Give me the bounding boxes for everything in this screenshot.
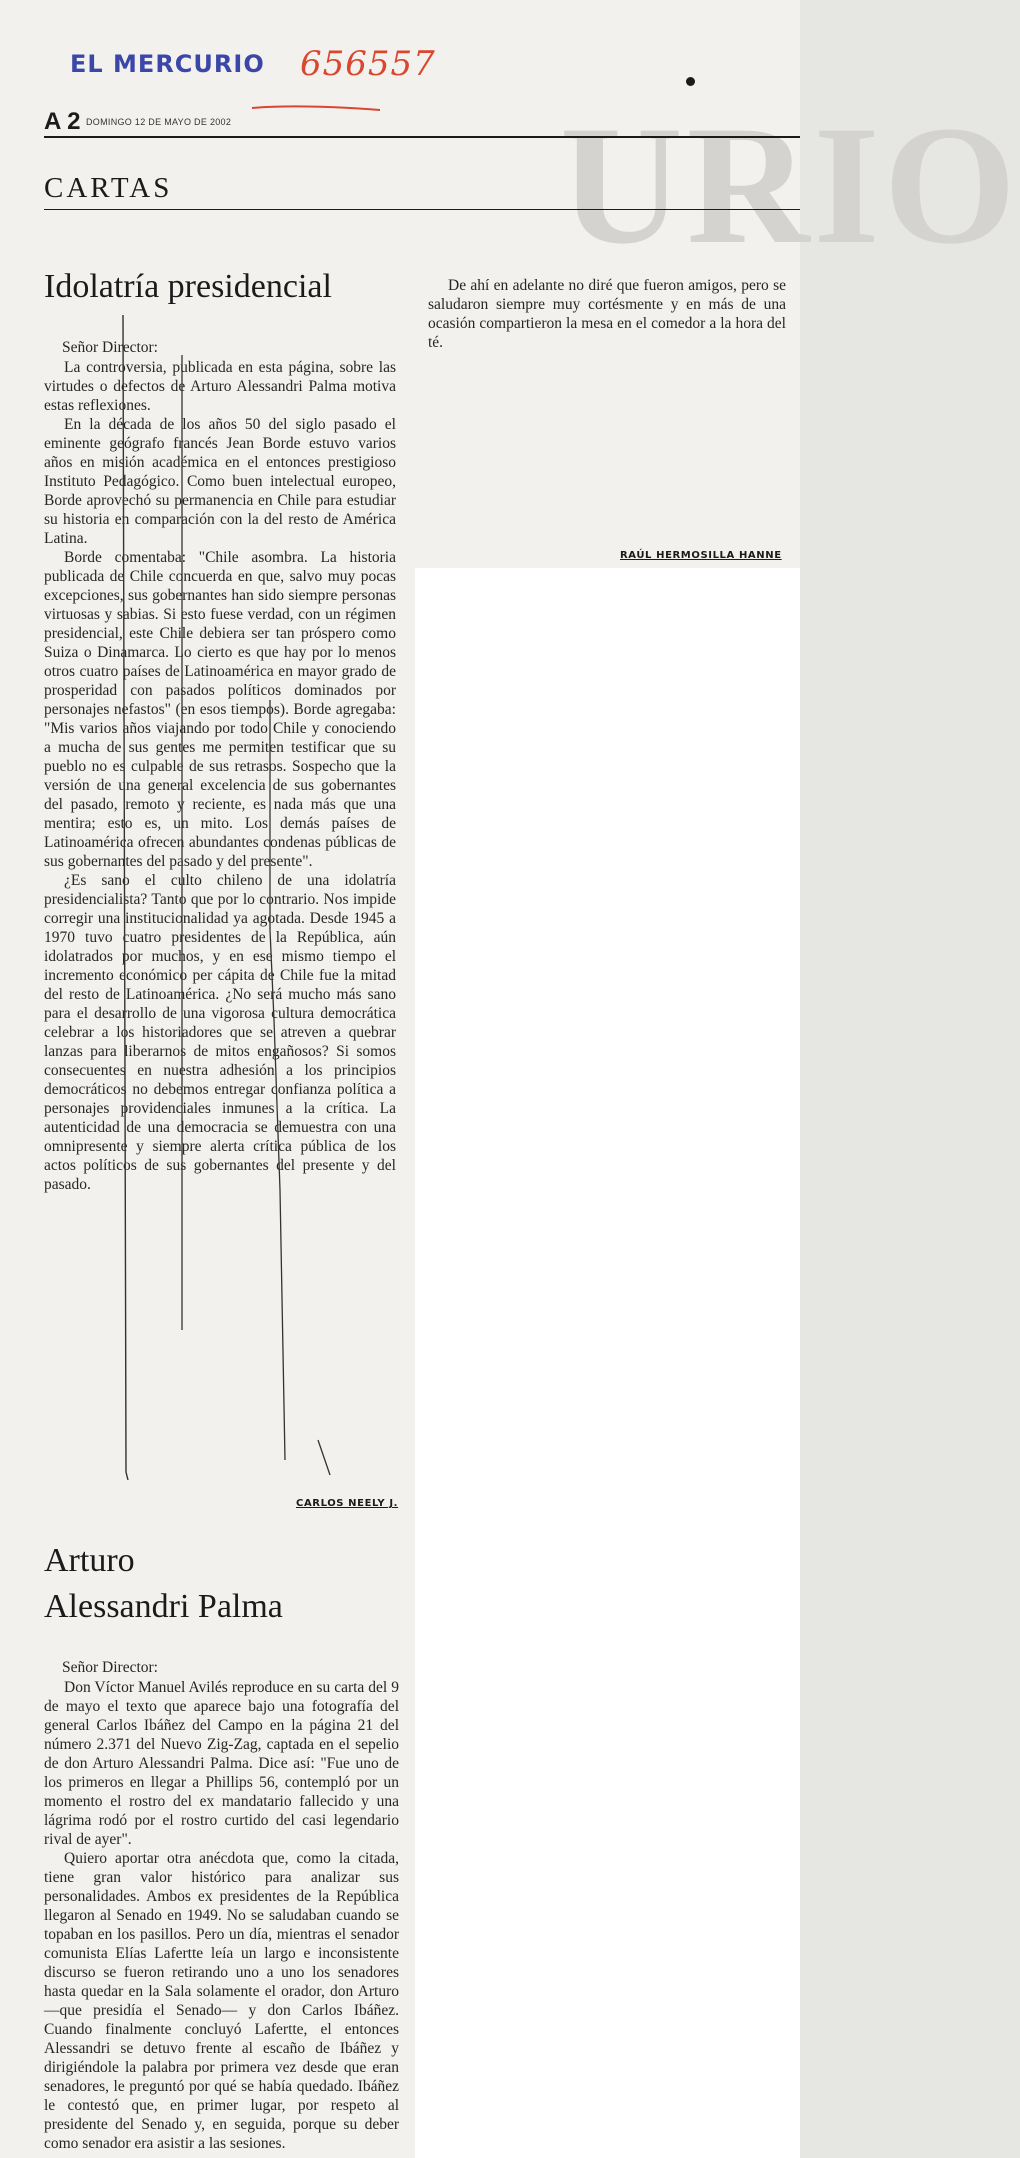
section-title: CARTAS xyxy=(44,172,173,204)
letter-paragraph: Quiero aportar otra anécdota que, como la citada, tiene gran valor histórico para analizar sus personalidades. Ambos ex presidentes de la República llegaron al Senado en 1949. No se saludaban cuando se topaban en los pasillos. Pero un día, mientras el senador comunista Elías Lafertte leía un largo e inconsistente discurso se fueron retirando uno a uno los senadores hasta quedar en la Sala solamente el orador, don Arturo —que presidía el Senado— y don Carlos Ibáñez. Cuando finalmente concluyó Lafertte, el entonces Alessandri se detuvo frente al escaño de Ibáñez y dirigiéndole la palabra por primera vez desde que eran senadores, le preguntó por qué se había quedado. Ibáñez le contestó que, en primer lugar, por respeto al presidente del Senado y, en seguida, porque su deber como senador era asistir a las sesiones. xyxy=(44,1850,399,2152)
pen-line xyxy=(270,700,285,1460)
letter-salutation: Señor Director: xyxy=(62,1659,158,1676)
letter-signature: RAÚL HERMOSILLA HANNE xyxy=(620,550,782,561)
letter-salutation: Señor Director: xyxy=(62,339,158,356)
letter-headline: Idolatría presidencial xyxy=(44,268,332,305)
letter-paragraph: Don Víctor Manuel Avilés reproduce en su carta del 9 de mayo el texto que aparece bajo una fotografía del general Carlos Ibáñez del Campo en la página 21 del número 2.371 del Nuevo Zig-Zag, captada en el sepelio de don Arturo Alessandri Palma. Dice así: "Fue uno de los primeros en llegar a Phillips 56, contempló por un momento el rostro del ex mandatario fallecido y una lágrima rodó por el rostro curtido del casi legendario rival de ayer". xyxy=(44,1679,399,1848)
letter-paragraph: ¿Es sano el culto chileno de una idolatría presidencialista? Tanto que por lo contrario. Nos impide corregir una institucionalidad ya agotada. Desde 1945 a 1970 tuvo cuatro presidentes de la República, aún idolatrados por muchos, y en ese mismo tiempo el incremento económico per cápita de Chile fue la mitad del resto de Latinoamérica. ¿No será mucho más sano para el desarrollo de una vigorosa cultura democrática celebrar a los historiadores que se atreven a quebrar lanzas para liberarnos de mitos engañosos? Si somos consecuentes en nuestra adhesión a los principios democráticos no debemos entregar confianza política a personajes providenciales inmunes a la crítica. La autenticidad de una democracia se demuestra con una omnipresente y siempre alerta crítica pública de los actos políticos de sus gobernantes del presente y del pasado. xyxy=(44,872,396,1193)
masthead-watermark: URIO xyxy=(560,91,1020,279)
letter-signature: CARLOS NEELY J. xyxy=(296,1498,399,1509)
dateline: DOMINGO 12 DE MAYO DE 2002 xyxy=(86,117,232,127)
letter-paragraph: La controversia, publicada en esta página, sobre las virtudes o defectos de Arturo Alessandri Palma motiva estas reflexiones. xyxy=(44,359,396,414)
newspaper-masthead: EL MERCURIO xyxy=(70,50,265,78)
letter-paragraph: De ahí en adelante no diré que fueron amigos, pero se saludaron siempre muy cortésmente y en más de una ocasión compartieron la mesa en el comedor a la hora del té. xyxy=(428,277,786,351)
letter-paragraph: Borde comentaba: "Chile asombra. La historia publicada de Chile concuerda en que, salvo muy pocas excepciones, sus gobernantes han sido siempre personas virtuosas y sabias. Si esto fuese verdad, con un régimen presidencial, este Chile debiera ser tan próspero como Suiza o Dinamarca. Lo cierto es que hay por lo menos otros cuatro países de Latinoamérica en mayor grado de prosperidad con pasados políticos dominados por personajes nefastos" (en esos tiempos). Borde agregaba: "Mis varios años viajando por todo Chile y conociendo a mucha de sus gentes me permiten testificar que su pueblo no es culpable de sus retrasos. Sospecho que la versión de una general excelencia de sus gobernantes del pasado, remoto y reciente, es nada más que una mentira; esto es, un mito. Los demás países de Latinoamérica ofrecen abundantes condenas públicas de sus gobernantes del pasado y del presente". xyxy=(44,549,396,870)
page-number: A 2 xyxy=(44,108,81,135)
pen-line xyxy=(318,1440,330,1475)
handwritten-archive-number: 656557 xyxy=(300,44,436,84)
headline-line: Alessandri Palma xyxy=(44,1588,283,1625)
pen-line xyxy=(123,315,128,1480)
headline-line: Arturo xyxy=(44,1542,135,1579)
pen-underline xyxy=(252,106,380,110)
letter-paragraph: En la década de los años 50 del siglo pasado el eminente geógrafo francés Jean Borde estuvo varios años en misión académica en el entonces prestigioso Instituto Pedagógico. Como buen intelectual europeo, Borde aprovechó su permanencia en Chile para estudiar su historia en comparación con la del resto de América Latina. xyxy=(44,416,396,547)
